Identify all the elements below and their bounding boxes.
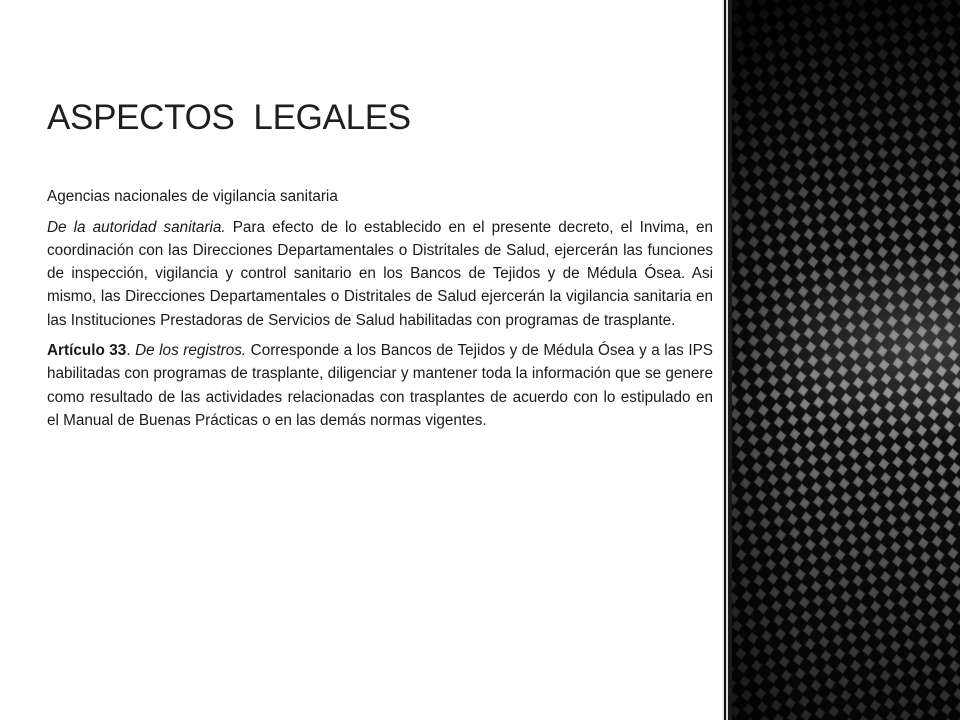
panel-edge-stripe	[722, 0, 732, 720]
slide-body	[47, 185, 713, 440]
diamond-mesh-pattern	[722, 0, 960, 720]
paragraph2-italic-lead: De los registros.	[135, 342, 247, 360]
paragraph1-text: Para efecto de lo establecido en el presente decreto, el Invima, en coordinación con las Direcciones Departamentales o Distritales de Salud, ejercerán las funciones de inspección, vigilancia y control sanitario en los Bancos de Tejidos y de Médula Ósea. Asi mismo, las Direcciones Departamentales o Distritales de Salud ejercerán la vigilancia sanitaria en las Instituciones Prestadoras de Servicios de Salud habilitadas con programas de trasplante.	[47, 218, 713, 329]
subheading: Agencias nacionales de vigilancia sanitaria	[47, 188, 338, 205]
slide-title: ASPECTOS LEGALES	[47, 98, 411, 137]
paragraph-articulo-33	[47, 339, 713, 432]
paragraph1-italic-lead: De la autoridad sanitaria.	[47, 218, 226, 236]
paragraph-autoridad-sanitaria	[47, 216, 713, 332]
decorative-mesh-panel	[722, 0, 960, 720]
paragraph2-text: Corresponde a los Bancos de Tejidos y de Médula Ósea y a las IPS habilitadas con programas de trasplante, diligenciar y mantener toda la información que se genere como resultado de las actividades relacionadas con trasplantes de acuerdo con lo estipulado en el Manual de Buenas Prácticas o en las demás normas vigentes.	[47, 342, 713, 429]
paragraph2-separator: .	[126, 342, 136, 360]
paragraph2-bold-lead: Artículo 33	[47, 342, 127, 360]
